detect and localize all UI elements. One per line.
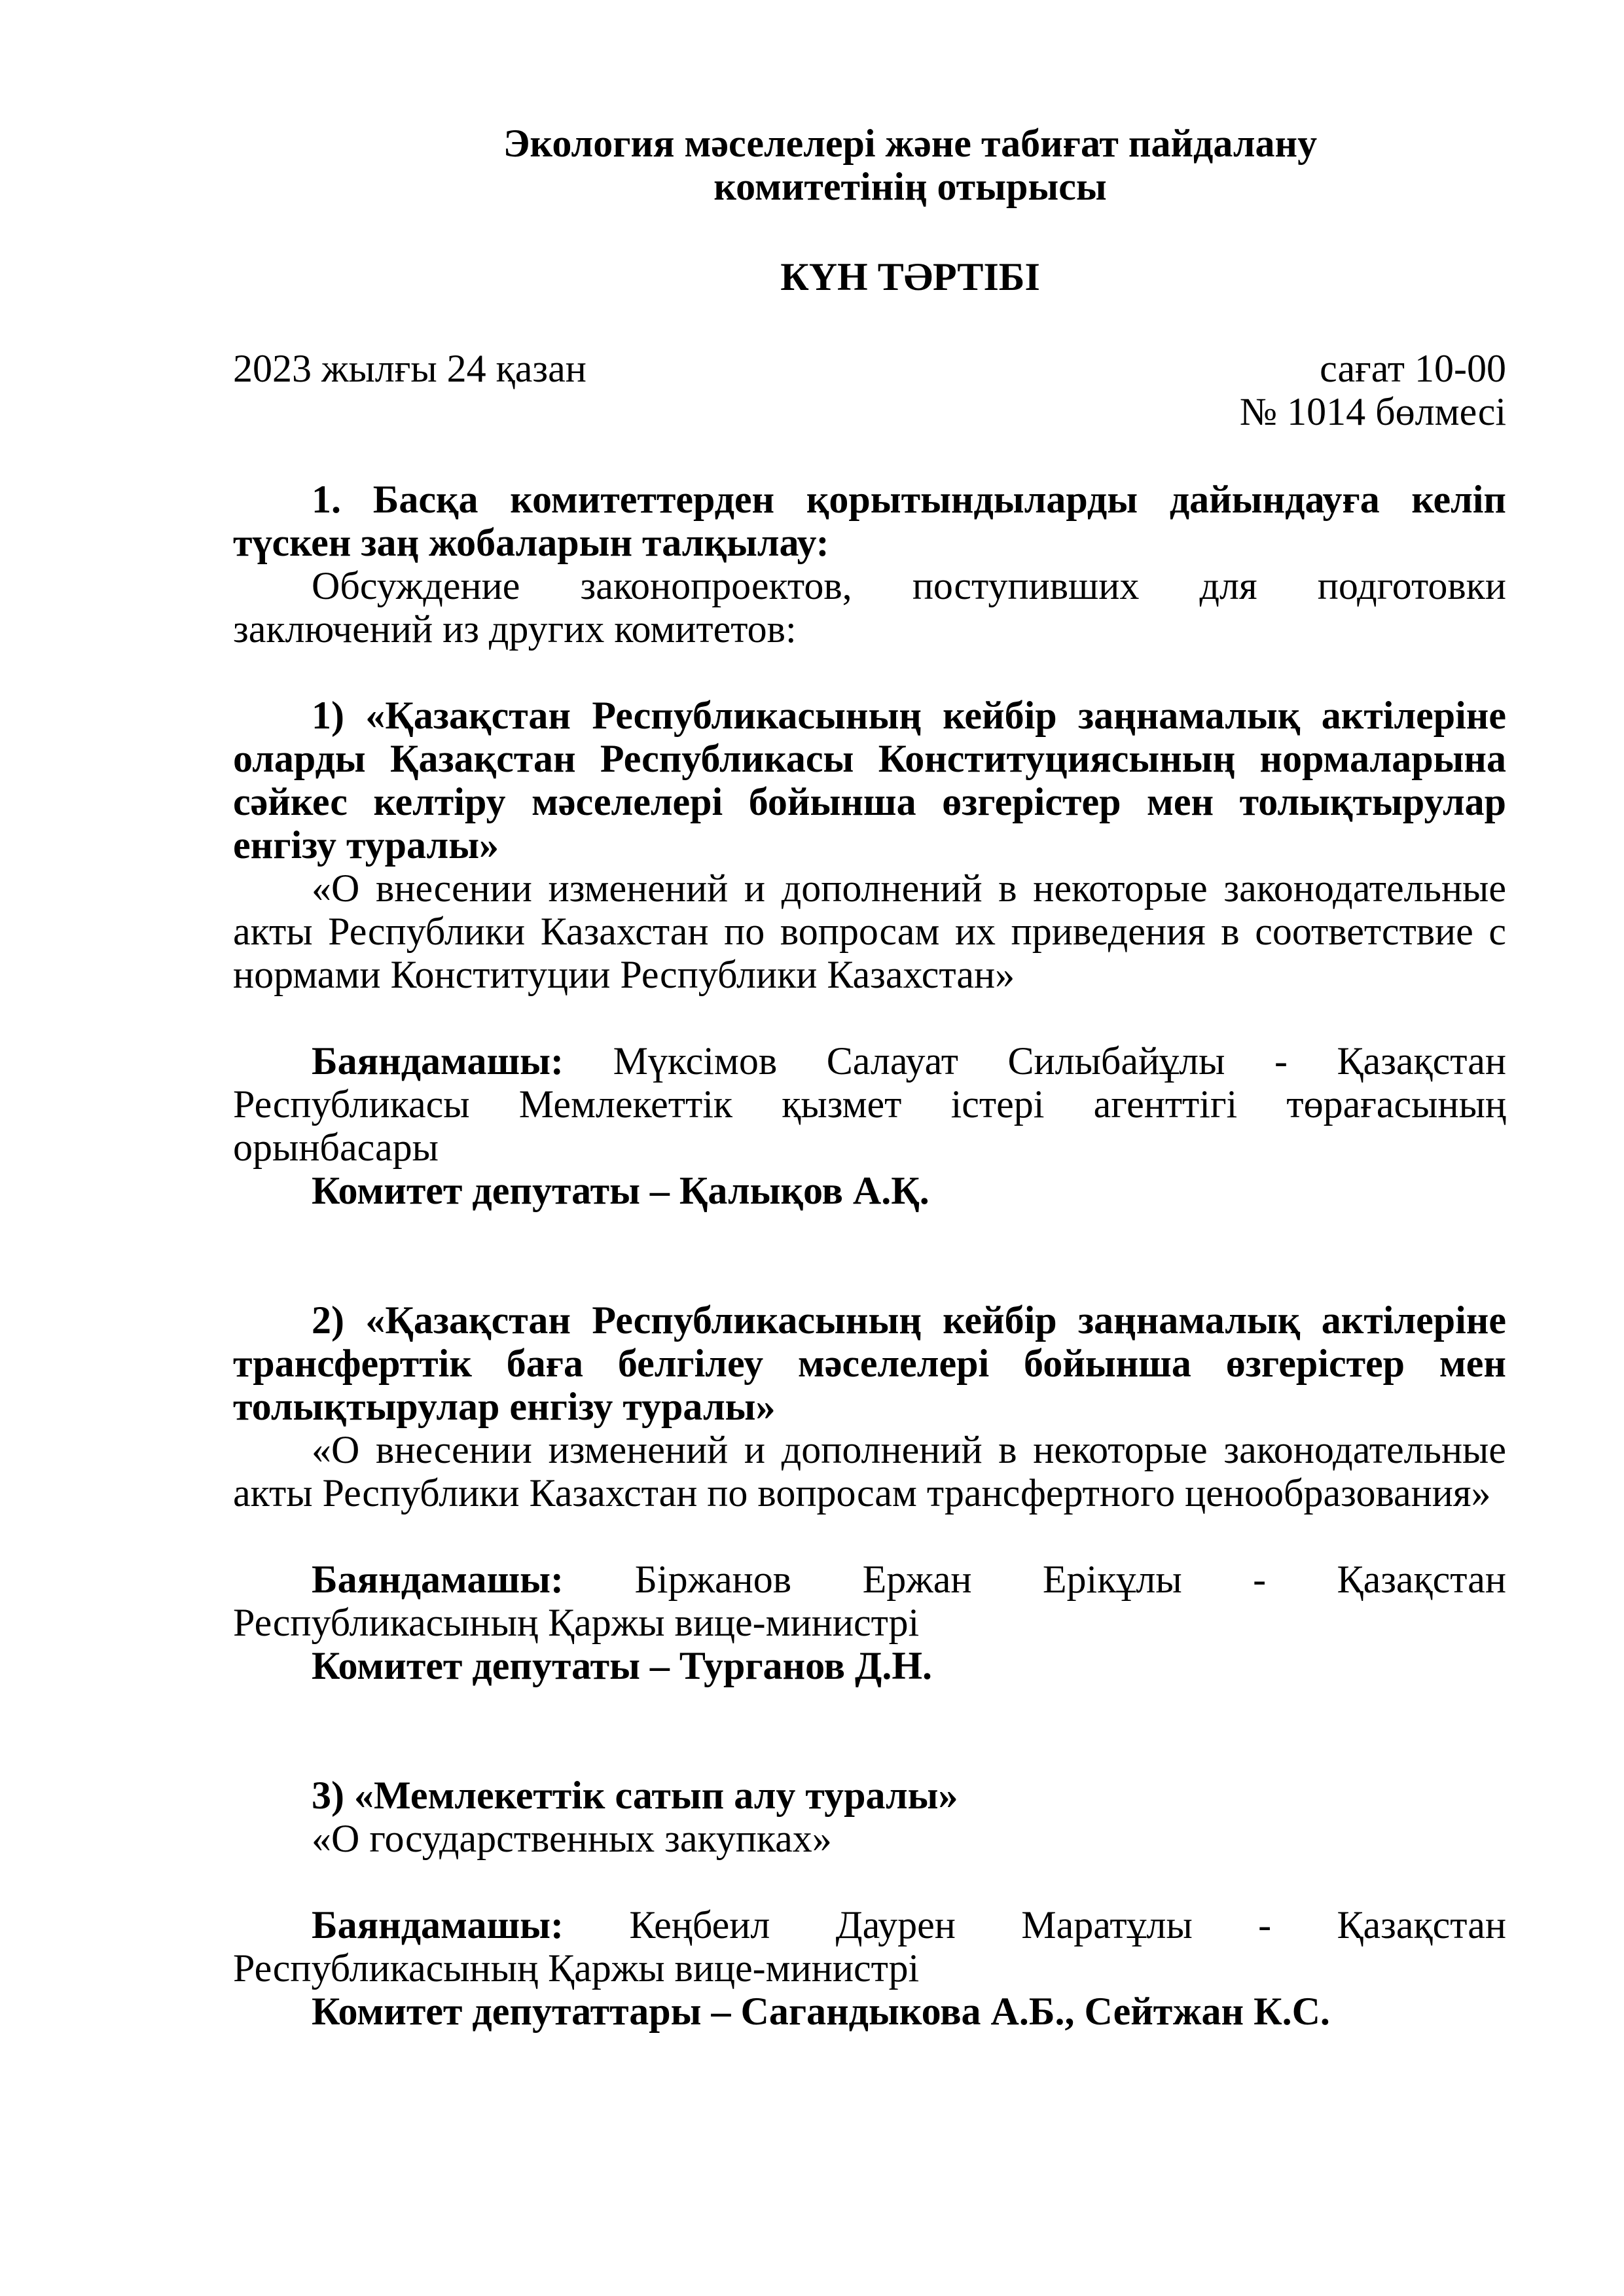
item-speaker	[233, 1558, 1506, 1644]
item-speaker	[233, 1903, 1506, 1990]
item-title-ru: «О государственных закупках»	[312, 1817, 832, 1860]
item-deputy: Комитет депутаттары – Сагандыкова А.Б., Сейтжан К.С.	[312, 1990, 1330, 2033]
speaker-label: Баяндамашы:	[312, 1903, 564, 1946]
item-speaker	[233, 1039, 1506, 1169]
meeting-date: 2023 жылғы 24 қазан	[233, 347, 586, 390]
item-deputy: Комитет депутаты – Қалықов А.Қ.	[312, 1169, 929, 1212]
header-line-1: Экология мәселелері және табиғат пайдалану	[503, 122, 1318, 165]
agenda-item-3	[233, 1774, 1506, 2033]
item-title-kz: 2) «Қазақстан Республикасының кейбір заңнамалық актілеріне трансферттік баға белгілеу мәселелері бойынша өзгерістер мен толықтырулар енгізу туралы»	[233, 1299, 1506, 1428]
item-title-ru: «О внесении изменений и дополнений в некоторые законодательные акты Республики Казахстан по вопросам трансфертного ценообразования»	[233, 1428, 1506, 1515]
item-title-kz: 3) «Мемлекеттік сатып алу туралы»	[312, 1774, 958, 1817]
speaker-label: Баяндамашы:	[312, 1558, 564, 1601]
header-line-2: комитетінің отырысы	[713, 165, 1107, 208]
speaker-text: Біржанов Ержан Ерікұлы - Қазақстан Республикасының Қаржы вице-министрі	[233, 1558, 1506, 1644]
item-title-ru: «О внесении изменений и дополнений в некоторые законодательные акты Республики Казахстан по вопросам их приведения в соответствие с нормами Конституции Республики Казахстан»	[233, 867, 1506, 996]
speaker-label: Баяндамашы:	[312, 1039, 564, 1083]
agenda-item-2	[233, 1299, 1506, 1687]
document-header	[233, 122, 1587, 208]
meeting-room: № 1014 бөлмесі	[1239, 390, 1506, 433]
section-1-title: 1. Басқа комитеттерден қорытындыларды дайындауға келіп түскен заң жобаларын талқылау:	[233, 478, 1506, 564]
meeting-time: сағат 10-00	[1320, 347, 1506, 390]
agenda-item-1	[233, 694, 1506, 1212]
speaker-text: Мүксімов Салауат Силыбайұлы - Қазақстан Республикасы Мемлекеттік қызмет істері агенттігі төрағасының орынбасары	[233, 1039, 1506, 1169]
item-title-kz: 1) «Қазақстан Республикасының кейбір заңнамалық актілеріне оларды Қазақстан Республикасы Конституциясының нормаларына сәйкес келтіру мәселелері бойынша өзгерістер мен толықтырулар енгізу туралы»	[233, 694, 1506, 867]
section-1-subtitle-ru: Обсуждение законопроектов, поступивших для подготовки заключений из других комитетов:	[233, 564, 1506, 651]
speaker-text: Кеңбеил Даурен Маратұлы - Қазақстан Республикасының Қаржы вице-министрі	[233, 1903, 1506, 1990]
item-deputy: Комитет депутаты – Турганов Д.Н.	[312, 1644, 932, 1687]
agenda-title: КҮН ТӘРТІБІ	[780, 255, 1040, 298]
meeting-meta	[233, 347, 1506, 433]
agenda-content	[233, 478, 1506, 2033]
